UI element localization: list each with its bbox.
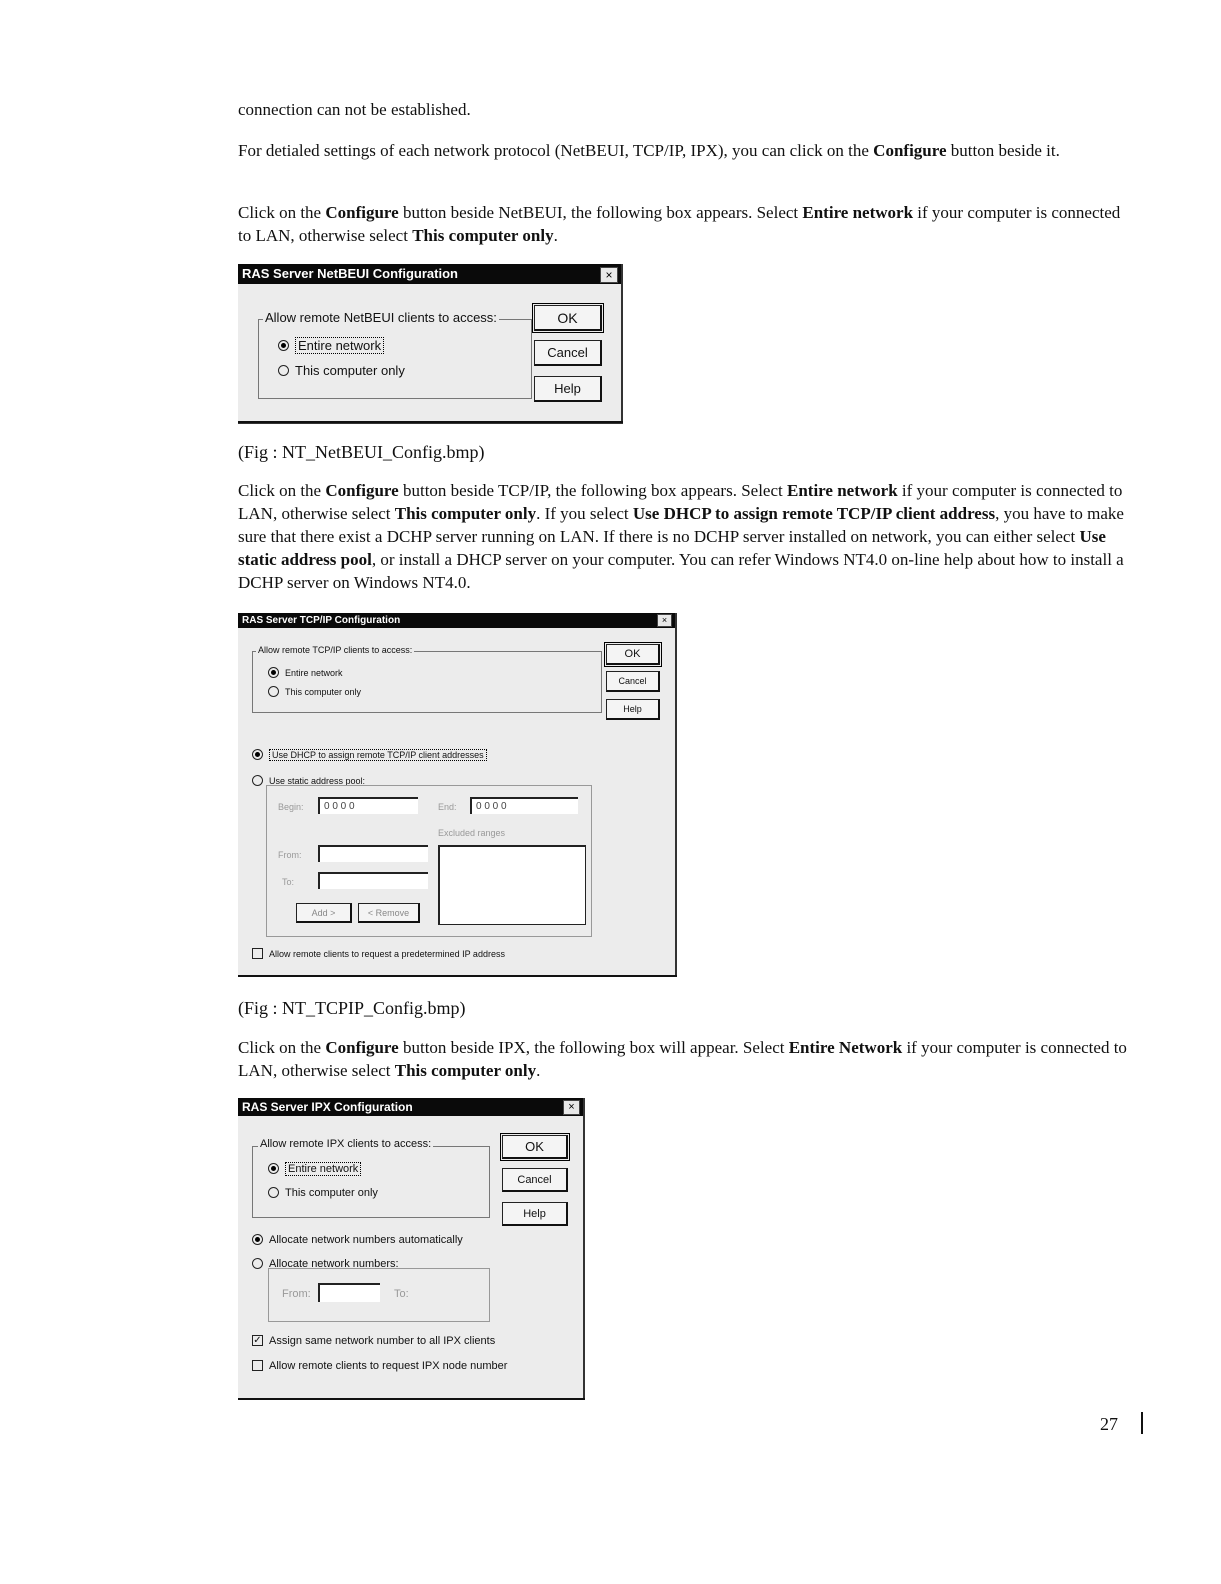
add-button[interactable]: Add > — [296, 903, 352, 923]
text: . If you select — [536, 504, 633, 523]
close-icon[interactable]: × — [657, 614, 672, 627]
text: Click on the — [238, 1038, 326, 1057]
checkbox-unchecked-icon — [252, 1360, 263, 1371]
radio-label: Allocate network numbers: — [269, 1258, 399, 1270]
help-button[interactable]: Help — [606, 699, 660, 720]
access-group-label: Allow remote NetBEUI clients to access: — [265, 310, 497, 325]
radio-label: This computer only — [295, 363, 405, 378]
checkbox-checked-icon: ✓ — [253, 1334, 262, 1346]
help-button[interactable]: Help — [502, 1202, 568, 1226]
radio-use-dhcp[interactable] — [252, 750, 487, 761]
radio-this-computer-only[interactable] — [268, 1187, 378, 1199]
caption-tcpip: (Fig : NT_TCPIP_Config.bmp) — [238, 998, 466, 1018]
text: button beside NetBEUI, the following box appears. Select — [398, 203, 803, 222]
radio-selected-icon — [268, 1163, 279, 1174]
netbeui-config-dialog — [238, 264, 623, 424]
text: button beside it. — [946, 141, 1060, 160]
begin-address-field[interactable]: 0 0 0 0 — [318, 797, 418, 814]
checkbox-allow-predetermined-ip[interactable] — [252, 949, 505, 960]
radio-label: Use static address pool: — [269, 776, 366, 786]
paragraph-ipx — [238, 1036, 1128, 1082]
text: if your computer is connected to LAN, otherwise select — [238, 481, 1123, 523]
remove-button[interactable]: < Remove — [358, 903, 420, 923]
ok-button[interactable]: OK — [606, 644, 660, 665]
bold-this-computer-only: This computer only — [412, 226, 554, 245]
begin-label: Begin: — [278, 802, 304, 812]
excluded-ranges-list[interactable] — [438, 845, 586, 925]
figure-rule — [238, 975, 677, 977]
ipx-config-dialog — [238, 1098, 585, 1400]
access-group-label: Allow remote TCP/IP clients to access: — [258, 645, 413, 655]
paragraph-protocol-settings — [238, 139, 1128, 162]
access-group-label: Allow remote IPX clients to access: — [260, 1138, 432, 1150]
bold-this-computer-only: This computer only — [394, 504, 537, 523]
bold-configure: Configure — [325, 203, 399, 222]
bold-use-dhcp: Use DHCP to assign remote TCP/IP client address — [632, 504, 996, 523]
radio-label: Entire network — [295, 337, 384, 354]
radio-unselected-icon — [268, 1187, 279, 1198]
text: , you have to make sure that there exist a DCHP server running on LAN. If there is no DCHP server installed on network, you can either select — [238, 504, 1124, 546]
page-number-bar — [1141, 1412, 1143, 1434]
access-group — [258, 319, 532, 399]
radio-this-computer-only[interactable] — [268, 687, 361, 698]
radio-selected-icon — [268, 667, 279, 678]
from-label: From: — [278, 850, 302, 860]
cancel-button[interactable]: Cancel — [606, 671, 660, 692]
radio-entire-network[interactable] — [268, 1163, 361, 1175]
cancel-button[interactable]: Cancel — [534, 340, 602, 366]
bold-entire-network: Entire Network — [788, 1038, 903, 1057]
to-label: To: — [282, 877, 295, 887]
text: . — [536, 1061, 541, 1080]
access-group — [252, 1146, 490, 1218]
from-address-field[interactable] — [318, 845, 428, 862]
checkbox-unchecked-icon — [252, 948, 263, 959]
dialog-title: RAS Server NetBEUI Configuration — [242, 266, 458, 281]
figure-rule — [238, 421, 623, 423]
radio-entire-network[interactable] — [278, 338, 384, 353]
cancel-button[interactable]: Cancel — [502, 1168, 568, 1192]
radio-this-computer-only[interactable] — [278, 363, 405, 378]
page-number: 27 — [1100, 1414, 1118, 1434]
text: , or install a DHCP server on your computer. You can refer Windows NT4.0 on-line help about how to install a DCHP server on Windows NT4.0. — [238, 550, 1124, 592]
radio-selected-icon — [252, 1234, 263, 1245]
radio-label: Entire network — [285, 1162, 361, 1176]
paragraph-netbeui — [238, 201, 1128, 247]
bold-configure: Configure — [325, 1038, 399, 1057]
text: button beside IPX, the following box will appear. Select — [398, 1038, 789, 1057]
end-address-field[interactable]: 0 0 0 0 — [470, 797, 578, 814]
help-button[interactable]: Help — [534, 376, 602, 402]
text: button beside TCP/IP, the following box appears. Select — [398, 481, 787, 500]
from-network-field[interactable] — [318, 1283, 380, 1302]
figure-rule — [238, 1398, 585, 1400]
to-address-field[interactable] — [318, 872, 428, 889]
checkbox-label: Allow remote clients to request a predetermined IP address — [269, 949, 505, 959]
radio-entire-network[interactable] — [268, 668, 343, 679]
from-label: From: — [282, 1288, 311, 1300]
radio-unselected-icon — [268, 686, 279, 697]
ok-button[interactable]: OK — [534, 305, 602, 331]
checkbox-label: Allow remote clients to request IPX node number — [269, 1360, 508, 1372]
dialog-titlebar — [238, 1098, 583, 1116]
checkbox-allow-node-number[interactable] — [252, 1360, 507, 1372]
caption-netbeui: (Fig : NT_NetBEUI_Config.bmp) — [238, 442, 485, 462]
bold-configure: Configure — [873, 141, 947, 160]
paragraph-connection: connection can not be established. — [238, 100, 471, 119]
bold-entire-network: Entire network — [802, 203, 914, 222]
dialog-titlebar — [238, 613, 675, 628]
radio-label: Entire network — [285, 668, 343, 678]
to-label: To: — [394, 1288, 409, 1300]
access-group — [252, 651, 602, 713]
excluded-ranges-label: Excluded ranges — [438, 828, 506, 838]
radio-allocate-automatically[interactable] — [252, 1234, 463, 1246]
text: . — [553, 226, 558, 245]
radio-selected-icon — [252, 749, 263, 760]
radio-label: Use DHCP to assign remote TCP/IP client addresses — [269, 749, 487, 761]
end-label: End: — [438, 802, 457, 812]
radio-unselected-icon — [252, 1258, 263, 1269]
close-icon[interactable]: × — [600, 267, 618, 283]
checkbox-label: Assign same network number to all IPX clients — [269, 1335, 496, 1347]
text: For detialed settings of each network protocol (NetBEUI, TCP/IP, IPX), you can click on the — [238, 141, 874, 160]
bold-entire-network: Entire network — [787, 481, 898, 500]
radio-label: Allocate network numbers automatically — [269, 1234, 463, 1246]
dialog-title: RAS Server IPX Configuration — [242, 1100, 413, 1114]
radio-unselected-icon — [252, 775, 263, 786]
dialog-title: RAS Server TCP/IP Configuration — [242, 615, 401, 626]
bold-configure: Configure — [325, 481, 399, 500]
bold-use-static-pool: Use static address pool — [238, 527, 1106, 569]
ok-button[interactable]: OK — [502, 1135, 568, 1159]
text: Click on the — [238, 481, 326, 500]
radio-label: This computer only — [285, 687, 362, 697]
radio-selected-icon — [278, 340, 289, 351]
close-icon[interactable]: × — [563, 1100, 580, 1115]
radio-unselected-icon — [278, 365, 289, 376]
bold-this-computer-only: This computer only — [394, 1061, 537, 1080]
text: if your computer is connected to LAN, otherwise select — [238, 203, 1121, 245]
paragraph-tcpip — [238, 479, 1128, 594]
checkbox-assign-same-number[interactable] — [252, 1335, 495, 1347]
text: if your computer is connected to LAN, otherwise select — [238, 1038, 1127, 1080]
dialog-titlebar — [238, 264, 621, 284]
text: Click on the — [238, 203, 326, 222]
radio-label: This computer only — [285, 1187, 378, 1199]
tcpip-config-dialog — [238, 613, 677, 977]
